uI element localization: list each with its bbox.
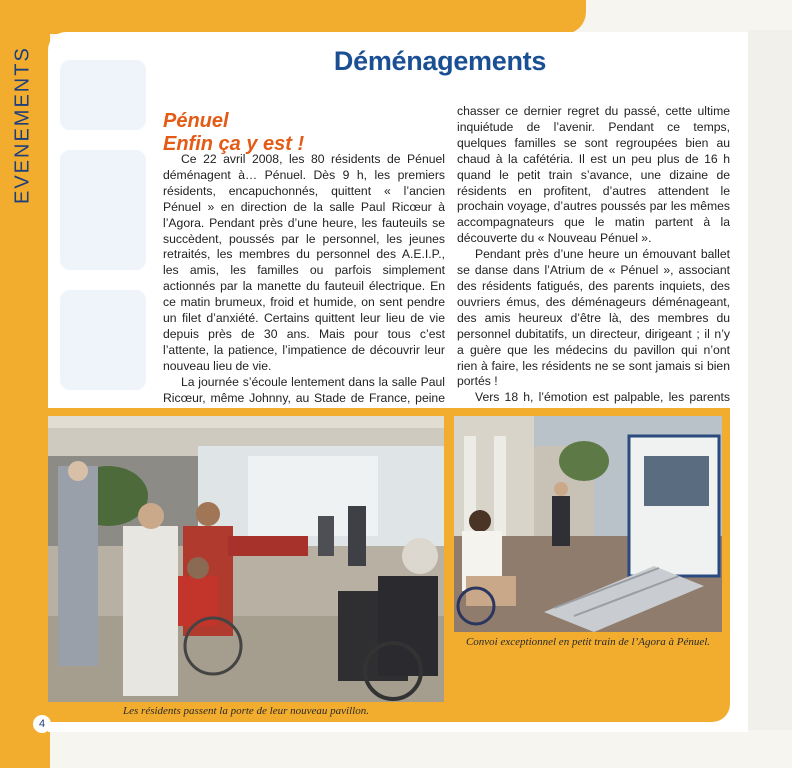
petit-train-photo <box>454 416 722 632</box>
paragraph: chasser ce dernier regret du passé, cette ultime inquiétude de l’avenir. Pendant ce temps, quelques familles se sont regroupées bien au chaud à la cafétéria. Il est un peu plus de 16 h quand le petit train s’avance, une dizaine de résidents en profitent, d’autres attendent le prochain voyage, d’autres poussés par les mêmes accompagnateurs que le matin partent à la découverte du « Nouveau Pénuel ». <box>457 104 730 246</box>
section-label: EVENEMENTS <box>11 46 34 204</box>
show-through-block <box>60 60 146 130</box>
residents-atrium-photo <box>48 416 444 702</box>
right-photo-caption: Convoi exceptionnel en petit train de l’Agora à Pénuel. <box>465 636 711 648</box>
article-column-1 <box>163 152 445 422</box>
atrium-photo-illustration <box>48 416 444 702</box>
orange-top-band <box>0 0 586 34</box>
article-kicker <box>163 110 448 156</box>
train-photo-illustration <box>454 416 722 632</box>
left-photo-caption: Les résidents passent la porte de leur nouveau pavillon. <box>123 705 369 717</box>
page-title: Déménagements <box>333 46 547 76</box>
next-page-edge <box>748 30 792 730</box>
paragraph: Pendant près d’une heure un émouvant ballet se danse dans l’Atrium de « Pénuel », associant des résidents fatigués, des parents inquiets, des ouvriers émus, des déménageurs déménageant, des amis heureux d’être là, des membres du personnel dubitatifs, un directeur, dirigeant ; il n’y a guère que les médecins du pavillon qui n’ont rien à faire, les résidents ne se sont jamais si bien portés ! <box>457 247 730 389</box>
show-through-block <box>60 150 146 270</box>
kicker-line-2: Enfin ça y est ! <box>163 133 305 155</box>
kicker-line-1: Pénuel <box>163 110 229 132</box>
page-number: 4 <box>33 715 51 733</box>
paragraph-text: Vers 18 h, l’émotion est palpable, les parents <box>475 390 730 405</box>
show-through-block <box>60 290 146 390</box>
article-column-2 <box>457 104 730 438</box>
paragraph: La journée s’écoule lentement dans la salle Paul Ricœur, même Johnny, au Stade de France, peine <box>163 374 445 405</box>
paragraph: Ce 22 avril 2008, les 80 résidents de Pénuel déménagent à… Pénuel. Dès 9 h, les premiers résidents, encapuchonnés, quittent « l’ancien Pénuel » en direction de la salle Paul Ricœur à l’Agora. Pendant près d’une heure, les fauteuils se succèdent, poussés par le personnel, les jeunes retraités, les membres du personnel des A.E.I.P., les amis, les familles ou parfois simplement actionnés par la manette du fauteuil électrique. En ce matin brumeux, froid et humide, on sent pendre un filet d’anxiété. Certains quittent leur lieu de vie depuis près de 30 ans. Mais pour tous c’est l’attente, la patience, l’impatience de découvrir leur nouveau lieu de vie. <box>163 152 445 373</box>
